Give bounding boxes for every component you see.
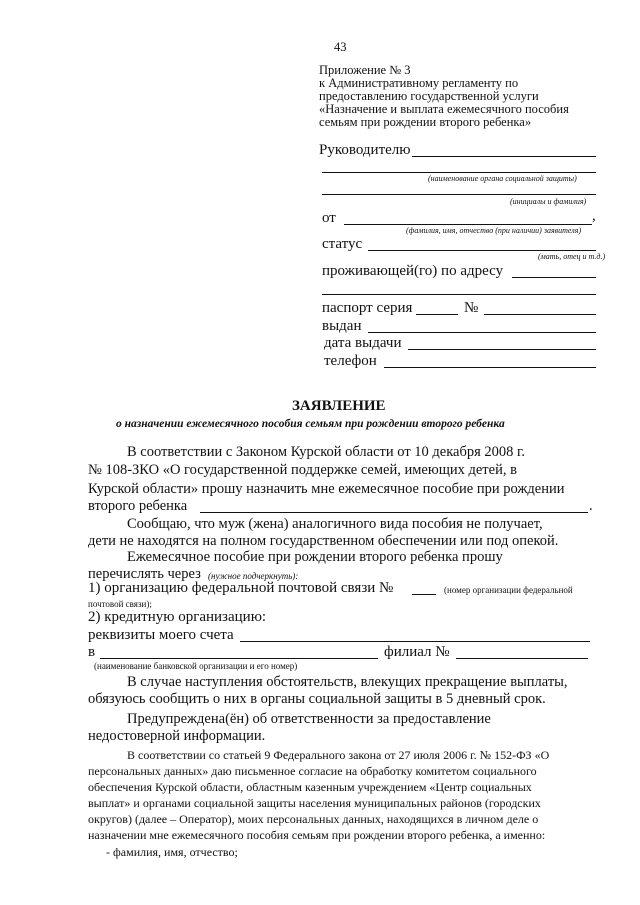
body-line: обеспечения Курской области, областным казенным учреждением «Центр социальных — [88, 780, 532, 794]
option-postal-note: (номер организации федеральной — [444, 585, 573, 595]
passport-series-field[interactable] — [416, 314, 458, 315]
phone-field-line[interactable] — [384, 367, 596, 368]
bank-name-field-line[interactable] — [100, 658, 378, 659]
initials-field-line[interactable] — [322, 194, 596, 195]
body-line: обязуюсь сообщить о них в органы социальной защиты в 5 дневный срок. — [88, 691, 546, 707]
body-line: второго ребенка — [88, 498, 188, 514]
address-label: проживающей(го) по адресу — [322, 263, 504, 279]
appendix-line: Приложение № 3 — [319, 63, 411, 77]
status-label: статус — [322, 236, 363, 252]
postal-number-field[interactable] — [412, 594, 436, 595]
issued-label: выдан — [322, 318, 362, 334]
list-item: - фамилия, имя, отчество; — [106, 845, 238, 859]
body-note: (нужное подчеркнуть): — [208, 571, 299, 581]
body-line: выплат» и органами социальной защиты населения муниципальных районов (городских — [88, 796, 541, 810]
option-bank[interactable]: 2) кредитную организацию: — [88, 609, 267, 625]
issue-date-field-line[interactable] — [408, 349, 596, 350]
initials-note: (инициалы и фамилия) — [510, 197, 587, 206]
head-label: Руководителю — [319, 142, 411, 158]
body-line: дети не находятся на полном государственном обеспечении или под опекой. — [88, 533, 559, 549]
body-line: В случае наступления обстоятельств, влекущих прекращение выплаты, — [127, 674, 568, 690]
issue-date-label: дата выдачи — [324, 335, 402, 351]
appendix-line: «Назначение и выплата ежемесячного пособия — [319, 102, 569, 116]
appendix-line: к Административному регламенту по — [319, 76, 519, 90]
issued-field-line[interactable] — [368, 332, 596, 333]
body-line: назначении мне ежемесячного пособия семьям при рождении второго ребенка, а именно: — [88, 828, 546, 842]
phone-label: телефон — [324, 353, 377, 369]
appendix-line: предоставлению государственной услуги — [319, 89, 539, 103]
bank-note: (наименование банковской организации и его номер) — [94, 661, 298, 671]
status-note: (мать, отец и т.д.) — [538, 252, 606, 261]
branch-field-line[interactable] — [456, 658, 588, 659]
body-line: В соответствии с Законом Курской области от 10 декабря 2008 г. — [127, 444, 525, 460]
account-field-line[interactable] — [240, 641, 590, 642]
appendix-line: семьям при рождении второго ребенка» — [319, 115, 532, 129]
body-line: недостоверной информации. — [88, 728, 266, 744]
body-line: округов) (далее – Оператор), моих персональных данных, находящихся в личном деле о — [88, 812, 539, 826]
bank-in-label: в — [88, 644, 96, 660]
from-note: (фамилия, имя, отчество (при наличии) заявителя) — [406, 226, 582, 235]
body-line: В соответствии со статьей 9 Федерального закона от 27 июля 2006 г. № 152-ФЗ «О — [127, 748, 550, 762]
from-field-line[interactable] — [344, 224, 592, 225]
passport-no-label: № — [464, 300, 479, 316]
page-number: 43 — [334, 40, 347, 54]
address-field-line-2[interactable] — [322, 294, 596, 295]
document-title: ЗАЯВЛЕНИЕ — [292, 398, 386, 414]
passport-no-field[interactable] — [484, 314, 596, 315]
document-subtitle: о назначении ежемесячного пособия семьям при рождении второго ребенка — [116, 418, 505, 430]
head-field-line-2[interactable] — [322, 172, 596, 173]
passport-series-label: паспорт серия — [322, 300, 413, 316]
branch-label: филиал № — [384, 644, 450, 660]
status-field-line[interactable] — [368, 250, 596, 251]
body-line: Ежемесячное пособие при рождении второго ребенка прошу — [127, 549, 503, 565]
body-line: Предупреждена(ён) об ответственности за предоставление — [127, 711, 491, 727]
address-field-line[interactable] — [512, 277, 596, 278]
body-line: Сообщаю, что муж (жена) аналогичного вида пособия не получает, — [127, 516, 543, 532]
option-postal-note-2: почтовой связи); — [88, 599, 152, 609]
option-postal[interactable]: 1) организацию федеральной почтовой связи № — [88, 580, 394, 596]
child-field-line[interactable] — [200, 512, 588, 513]
body-line: персональных данных» даю письменное согласие на обработку комитетом социального — [88, 764, 537, 778]
from-label: от — [322, 210, 336, 226]
account-label: реквизиты моего счета — [88, 627, 234, 643]
body-line: перечислять через — [88, 566, 201, 582]
head-note: (наименование органа социальной защиты) — [428, 174, 577, 183]
head-field-line[interactable] — [412, 156, 596, 157]
body-line: № 108-ЗКО «О государственной поддержке семей, имеющих детей, в — [88, 462, 517, 478]
body-line: Курской области» прошу назначить мне ежемесячное пособие при рождении — [88, 481, 565, 497]
